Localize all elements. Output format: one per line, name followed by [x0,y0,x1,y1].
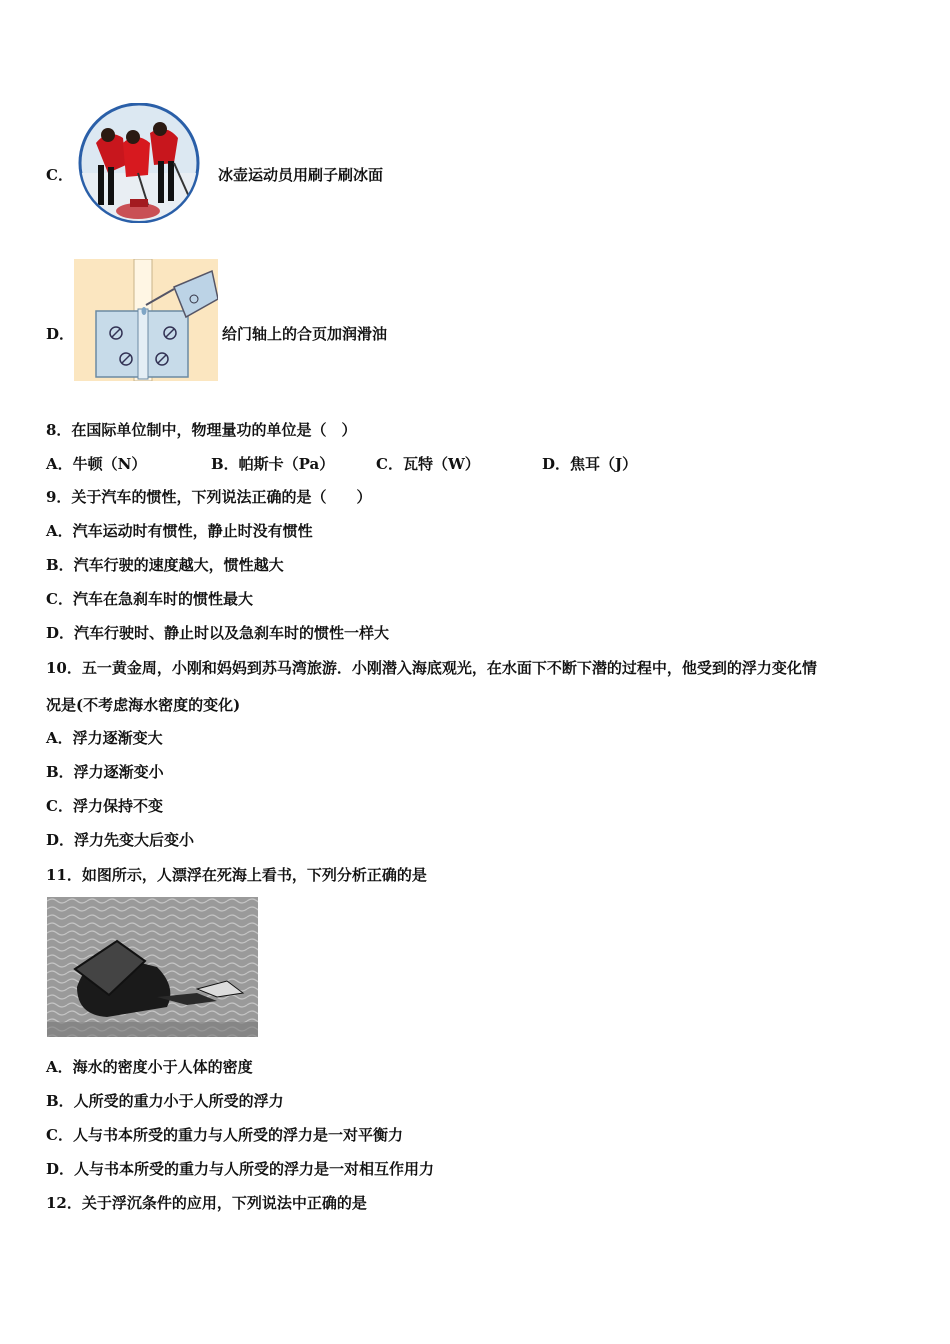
q9-stem: 9．关于汽车的惯性，下列说法正确的是（ ） [46,488,372,506]
q9-option-b: B．汽车行驶的速度越大，惯性越大 [46,556,284,574]
q11-stem: 11．如图所示，人漂浮在死海上看书，下列分析正确的是 [46,866,427,884]
q9-option-d: D．汽车行驶时、静止时以及急刹车时的惯性一样大 [46,624,390,642]
q11-option-c: C．人与书本所受的重力与人所受的浮力是一对平衡力 [46,1126,403,1144]
curling-photo-icon [78,103,200,223]
q8-options-row [46,453,746,473]
q11-option-b: B．人所受的重力小于人所受的浮力 [46,1092,284,1110]
q12-stem: 12．关于浮沉条件的应用，下列说法中正确的是 [46,1194,367,1212]
door-hinge-drawing-icon [74,259,218,381]
q8-option-d: D．焦耳（J） [542,455,638,473]
q10-option-d: D．浮力先变大后变小 [46,831,195,849]
dead-sea-reading-photo-icon [47,897,258,1037]
q7-option-c-label: C． [46,166,73,184]
q10-stem-line2: 况是(不考虑海水密度的变化) [46,696,241,714]
q10-option-b: B．浮力逐渐变小 [46,763,164,781]
q8-stem: 8．在国际单位制中，物理量功的单位是（ ） [46,421,357,439]
q8-option-c: C．瓦特（W） [376,455,480,473]
q7-option-d-label: D． [46,325,75,343]
q7-option-c-caption: 冰壶运动员用刷子刷冰面 [218,166,384,184]
q10-option-a: A．浮力逐渐变大 [46,729,163,747]
q9-option-c: C．汽车在急刹车时的惯性最大 [46,590,253,608]
q9-option-a: A．汽车运动时有惯性，静止时没有惯性 [46,522,313,540]
q11-option-d: D．人与书本所受的重力与人所受的浮力是一对相互作用力 [46,1160,435,1178]
q7-option-d-caption: 给门轴上的合页加润滑油 [222,325,388,343]
q10-stem-line1: 10．五一黄金周，小刚和妈妈到苏马湾旅游．小刚潜入海底观光，在水面下不断下潜的过程中，他受到的浮力变化情 [46,659,817,677]
q10-option-c: C．浮力保持不变 [46,797,163,815]
q8-option-b: B．帕斯卡（Pa） [211,455,335,473]
q8-option-a: A．牛顿（N） [46,455,147,473]
q11-option-a: A．海水的密度小于人体的密度 [46,1058,253,1076]
